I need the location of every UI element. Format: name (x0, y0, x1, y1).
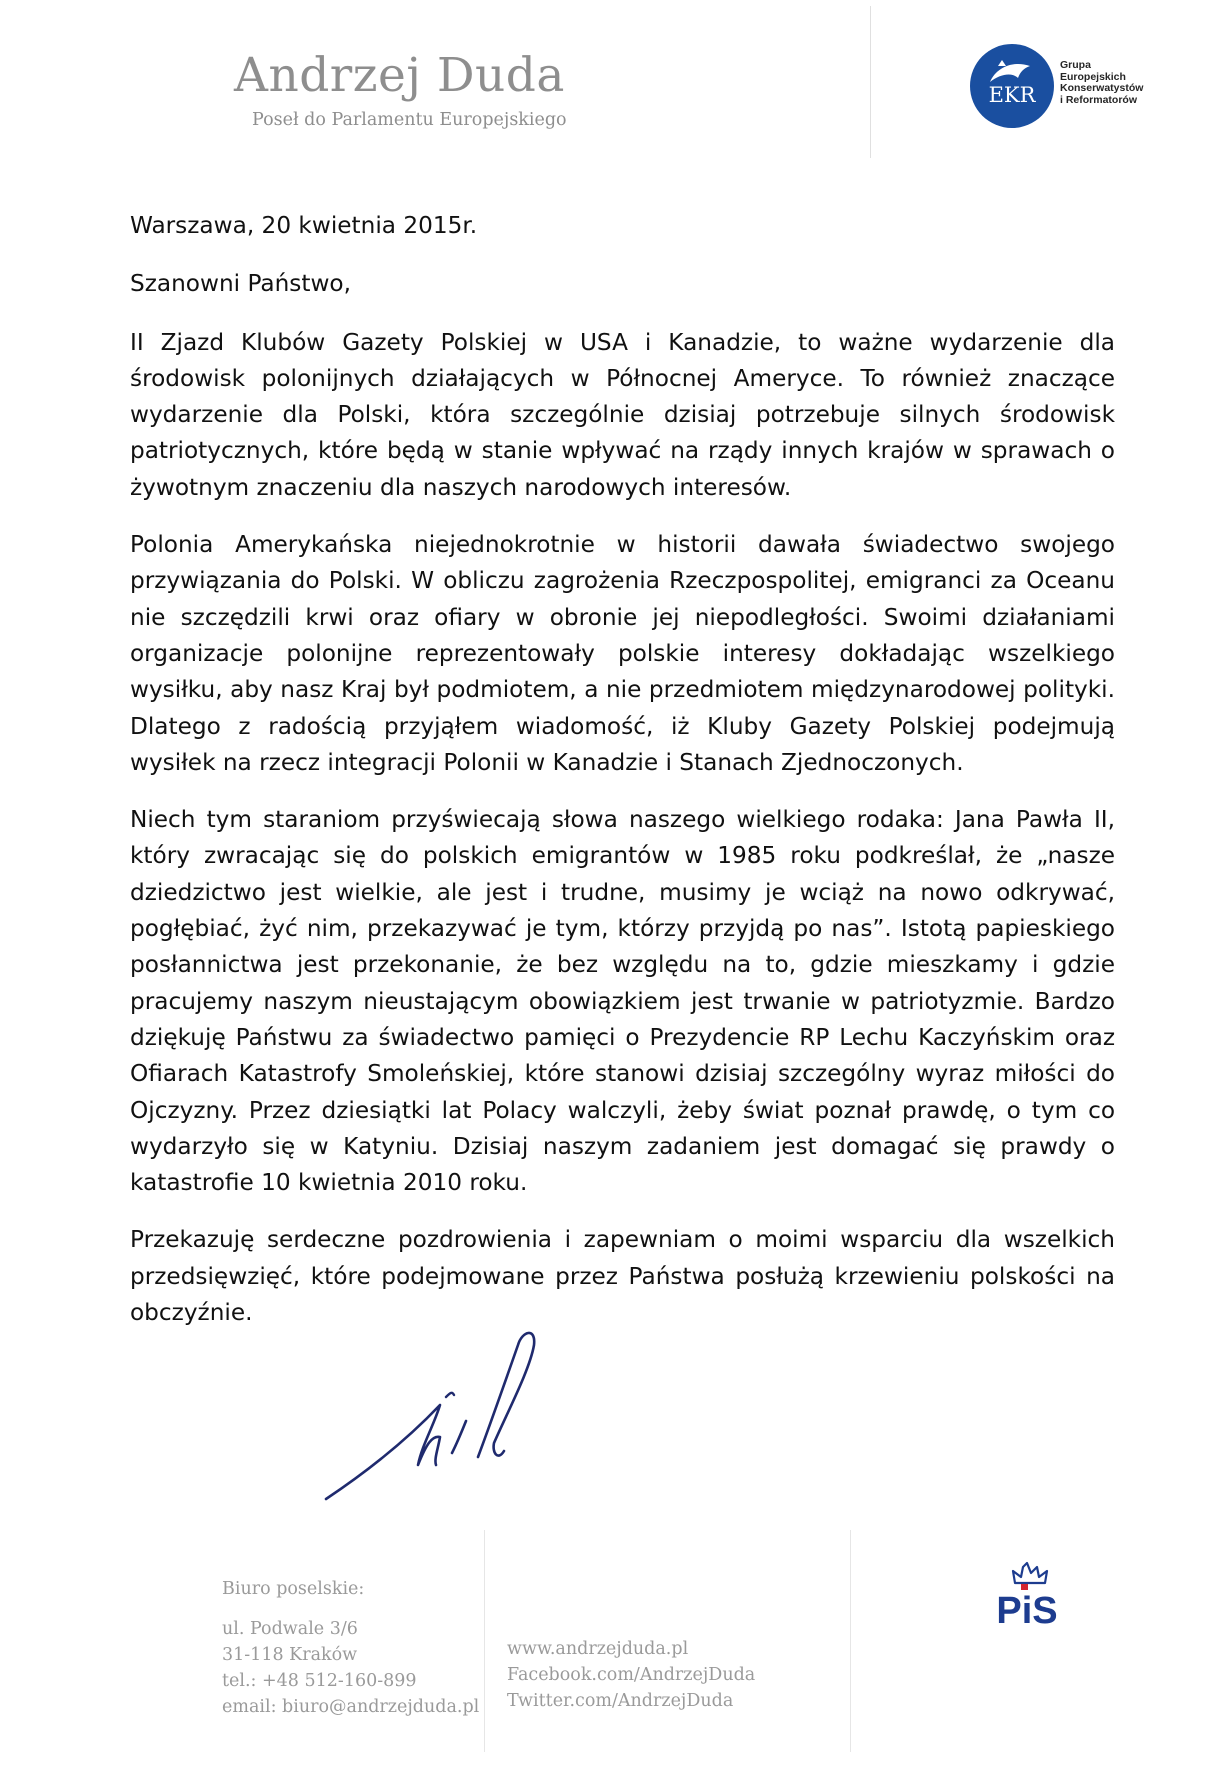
address-email: email: biuro@andrzejduda.pl (222, 1697, 480, 1717)
ekr-line: Konserwatystów (1060, 82, 1144, 94)
signature-icon (322, 1325, 562, 1505)
letter-greeting: Szanowni Państwo, (130, 270, 351, 298)
letter-body (130, 208, 1115, 1352)
sender-title: Poseł do Parlamentu Europejskiego (252, 110, 567, 130)
ekr-line: i Reformatorów (1060, 93, 1138, 106)
header-divider (870, 6, 871, 158)
pis-logo-text: PiS (996, 1590, 1058, 1630)
sender-name: Andrzej Duda (234, 48, 565, 103)
footer-divider (850, 1530, 851, 1752)
website-link: www.andrzejduda.pl (507, 1639, 689, 1659)
pis-logo-icon (985, 1555, 1070, 1630)
letter-paragraph: Polonia Amerykańska niejednokrotnie w historii dawała świadectwo swojego przywiązania do Polski. W obliczu zagrożenia Rzeczpospolitej, emigranci za Oceanu nie szczędzili krwi oraz ofiary w obronie jej niepodległości. Swoimi działaniami organizacje polonijne reprezentowały polskie interesy dokładając wszelkiego wysiłku, aby nasz Kraj był podmiotem, a nie przedmiotem międzynarodowej polityki. Dlatego z radością przyjąłem wiadomość, iż Kluby Gazety Polskiej podejmują wysiłek na rzecz integracji Polonii w Kanadzie i Stanach Zjednoczonych. (130, 531, 1115, 776)
footer-divider (484, 1530, 485, 1752)
web-links (507, 1636, 755, 1714)
office-label: Biuro poselskie: (222, 1579, 365, 1599)
ekr-line: Grupa (1060, 59, 1091, 71)
office-address (222, 1576, 479, 1720)
letter-date: Warszawa, 20 kwietnia 2015r. (130, 212, 478, 239)
ekr-badge-text: EKR (988, 83, 1036, 107)
address-city: 31-118 Kraków (222, 1645, 358, 1665)
twitter-link: Twitter.com/AndrzejDuda (507, 1691, 734, 1711)
letter-paragraph: II Zjazd Klubów Gazety Polskiej w USA i Kanadzie, to ważne wydarzenie dla środowisk polonijnych działających w Północnej Ameryce. To również znaczące wydarzenie dla Polski, która szczególnie dzisiaj potrzebuje silnych środowisk patriotycznych, które będą w stanie wpływać na rządy innych krajów w sprawach o żywotnym znaczeniu dla naszych narodowych interesów. (130, 328, 1115, 501)
facebook-link: Facebook.com/AndrzejDuda (507, 1665, 756, 1685)
address-street: ul. Podwale 3/6 (222, 1619, 358, 1639)
ekr-line: Europejskich (1060, 70, 1126, 83)
ekr-logo-icon (968, 42, 1056, 130)
address-phone: tel.: +48 512-160-899 (222, 1671, 417, 1691)
ekr-group-name (1060, 60, 1143, 106)
letter-paragraph: Niech tym staraniom przyświecają słowa naszego wielkiego rodaka: Jana Pawła II, który zwracając się do polskich emigrantów w 1985 roku podkreślał, że „nasze dziedzictwo jest wielkie, ale jest i trudne, musimy je wciąż na nowo odkrywać, pogłębiać, żyć nim, przekazywać je tym, którzy przyjdą po nas”. Istotą papieskiego posłannictwa jest przekonanie, że bez względu na to, gdzie mieszkamy i gdzie pracujemy naszym nieustającym obowiązkiem jest trwanie w patriotyzmie. Bardzo dziękuję Państwu za świadectwo pamięci o Prezydencie RP Lechu Kaczyńskim oraz Ofiarach Katastrofy Smoleńskiej, które stanowi dzisiaj szczególny wyraz miłości do Ojczyzny. Przez dziesiątki lat Polacy walczyli, żeby świat poznał prawdę, o tym co wydarzyło się w Katyniu. Dzisiaj naszym zadaniem jest domagać się prawdy o katastrofie 10 kwietnia 2010 roku. (130, 806, 1115, 1197)
letter-paragraph: Przekazuję serdeczne pozdrowienia i zapewniam o moimi wsparciu dla wszelkich przedsięwzięć, które podejmowane przez Państwa posłużą krzewieniu polskości na obczyźnie. (130, 1226, 1115, 1327)
